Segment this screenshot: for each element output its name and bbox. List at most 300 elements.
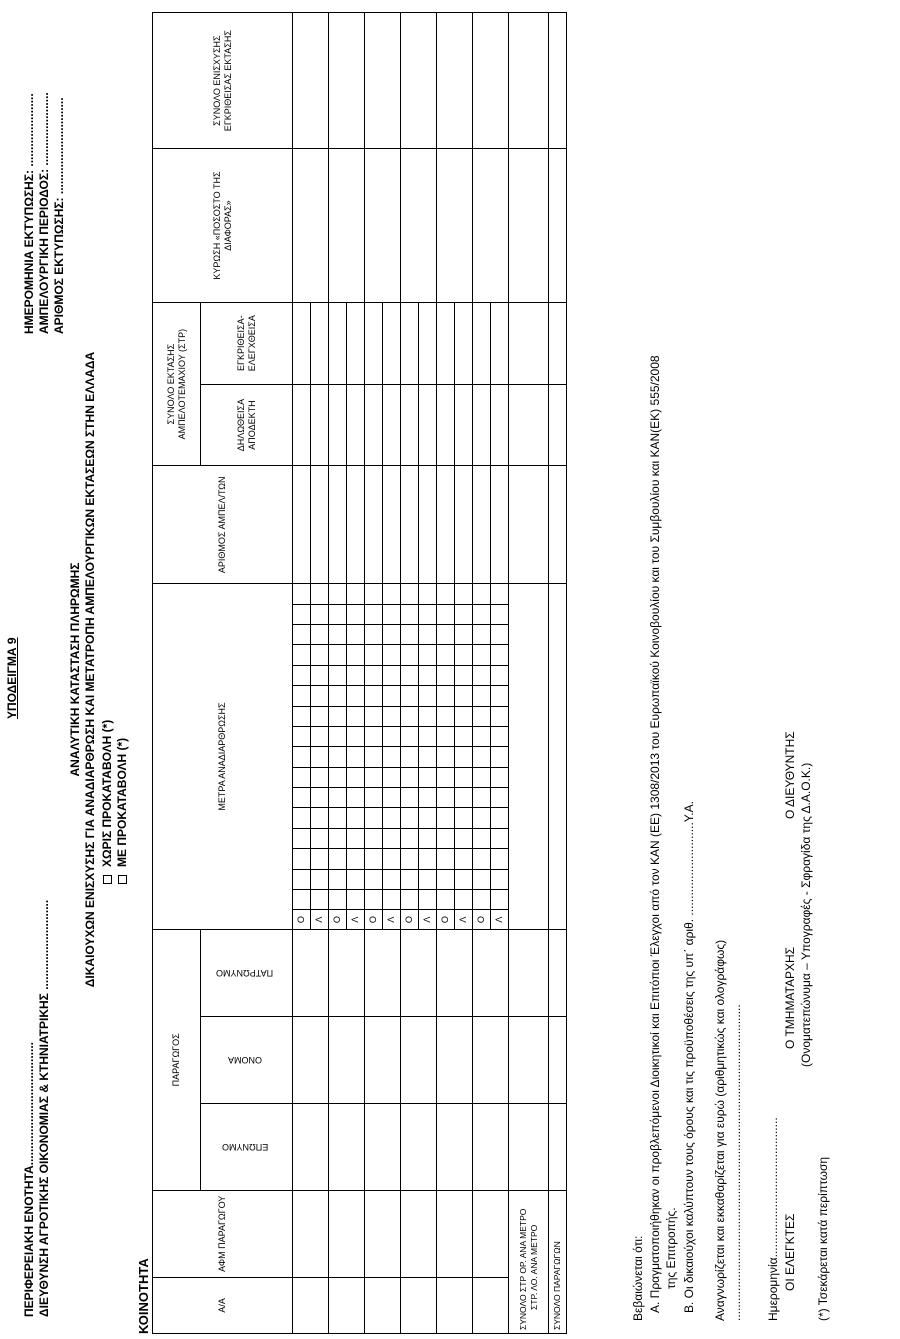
measure-cell[interactable]: [329, 890, 347, 910]
measure-cell[interactable]: [437, 604, 455, 624]
table-cell[interactable]: [329, 384, 347, 466]
measure-cell[interactable]: [293, 890, 311, 910]
measure-cell[interactable]: [347, 645, 365, 665]
measure-cell[interactable]: [455, 584, 473, 604]
measure-cell[interactable]: [401, 624, 419, 644]
measure-cell[interactable]: [329, 624, 347, 644]
measure-cell[interactable]: [383, 584, 401, 604]
measure-cell[interactable]: [329, 584, 347, 604]
table-cell[interactable]: [401, 302, 419, 384]
measure-cell[interactable]: [437, 706, 455, 726]
table-cell[interactable]: [455, 466, 473, 584]
table-cell[interactable]: [419, 466, 437, 584]
measure-cell[interactable]: [365, 706, 383, 726]
measure-cell[interactable]: [401, 604, 419, 624]
measure-cell[interactable]: [473, 828, 491, 848]
table-cell[interactable]: [401, 149, 437, 302]
option-without-advance[interactable]: [100, 720, 115, 884]
measure-cell[interactable]: [293, 706, 311, 726]
measure-cell[interactable]: [347, 808, 365, 828]
measure-cell[interactable]: [383, 828, 401, 848]
measure-cell[interactable]: [473, 645, 491, 665]
measure-cell[interactable]: [311, 584, 329, 604]
measure-cell[interactable]: [473, 584, 491, 604]
measure-cell[interactable]: [347, 767, 365, 787]
measure-cell[interactable]: [473, 767, 491, 787]
date-field: Ημερομηνία..........................................: [766, 1117, 780, 1321]
table-cell[interactable]: [365, 929, 401, 1016]
measure-cell[interactable]: [473, 726, 491, 746]
measure-cell[interactable]: [293, 849, 311, 869]
table-cell[interactable]: [365, 384, 383, 466]
measure-cell[interactable]: [419, 828, 437, 848]
measure-cell[interactable]: [329, 767, 347, 787]
measure-cell[interactable]: [491, 645, 509, 665]
measure-cell[interactable]: [383, 808, 401, 828]
measure-cell[interactable]: [437, 788, 455, 808]
table-cell[interactable]: [329, 1277, 365, 1333]
measure-cell[interactable]: [455, 604, 473, 624]
measure-cell[interactable]: [347, 828, 365, 848]
table-row: [401, 13, 419, 1334]
table-cell[interactable]: [455, 302, 473, 384]
measure-cell[interactable]: [293, 624, 311, 644]
measure-cell[interactable]: [491, 747, 509, 767]
measure-cell[interactable]: [473, 849, 491, 869]
table-cell[interactable]: [293, 1103, 329, 1190]
measure-cell[interactable]: [311, 849, 329, 869]
measure-cell[interactable]: [329, 665, 347, 685]
checkbox-with-advance[interactable]: [118, 875, 127, 884]
measure-cell[interactable]: [419, 686, 437, 706]
table-cell[interactable]: [491, 466, 509, 584]
measure-cell[interactable]: [473, 665, 491, 685]
table-cell[interactable]: [401, 466, 419, 584]
measure-cell[interactable]: [347, 726, 365, 746]
measure-cell[interactable]: [473, 808, 491, 828]
table-cell[interactable]: [401, 1016, 437, 1103]
measure-cell[interactable]: [347, 890, 365, 910]
measure-cell[interactable]: [347, 747, 365, 767]
measure-cell[interactable]: [491, 665, 509, 685]
measure-cell[interactable]: [473, 890, 491, 910]
table-cell[interactable]: [437, 1103, 473, 1190]
measure-cell[interactable]: [437, 747, 455, 767]
table-cell[interactable]: [491, 302, 509, 384]
measure-cell[interactable]: [311, 869, 329, 889]
measure-cell[interactable]: [293, 665, 311, 685]
measure-cell[interactable]: [455, 849, 473, 869]
measure-cell[interactable]: [419, 890, 437, 910]
row-marker: Ο: [401, 910, 419, 929]
measure-cell[interactable]: [455, 645, 473, 665]
row-marker: Ο: [365, 910, 383, 929]
table-cell[interactable]: [401, 384, 419, 466]
table-cell[interactable]: [473, 13, 509, 149]
table-cell[interactable]: [473, 1190, 509, 1277]
measure-cell[interactable]: [293, 828, 311, 848]
table-cell[interactable]: [473, 1103, 509, 1190]
measure-cell[interactable]: [437, 686, 455, 706]
measure-cell[interactable]: [329, 788, 347, 808]
header-penalty: ΚΥΡΩΣΗ «ΠΟΣΟΣΤΟ ΤΗΣ ΔΙΑΦΟΡΑΣ»: [153, 149, 293, 302]
measure-cell[interactable]: [491, 808, 509, 828]
measure-cell[interactable]: [365, 788, 383, 808]
measure-cell[interactable]: [329, 706, 347, 726]
table-cell[interactable]: [401, 13, 437, 149]
measure-cell[interactable]: [293, 584, 311, 604]
table-cell[interactable]: [491, 384, 509, 466]
measure-cell[interactable]: [347, 788, 365, 808]
table-cell[interactable]: [329, 929, 365, 1016]
measure-cell[interactable]: [365, 584, 383, 604]
table-cell[interactable]: [293, 1277, 329, 1333]
table-cell[interactable]: [293, 1016, 329, 1103]
measure-cell[interactable]: [365, 604, 383, 624]
measure-cell[interactable]: [455, 747, 473, 767]
measure-cell[interactable]: [491, 869, 509, 889]
measure-cell[interactable]: [401, 584, 419, 604]
table-cell[interactable]: [437, 1190, 473, 1277]
measure-cell[interactable]: [347, 584, 365, 604]
measure-cell[interactable]: [329, 604, 347, 624]
measure-cell[interactable]: [401, 767, 419, 787]
measure-cell[interactable]: [401, 788, 419, 808]
measure-cell[interactable]: [401, 726, 419, 746]
director-label: Ο ΔΙΕΥΘΥΝΤΗΣ: [783, 731, 797, 819]
measure-cell[interactable]: [455, 726, 473, 746]
measure-cell[interactable]: [419, 767, 437, 787]
measure-cell[interactable]: [383, 726, 401, 746]
measure-cell[interactable]: [383, 849, 401, 869]
head-of-dept-label: Ο ΤΜΗΜΑΤΑΡΧΗΣ: [783, 946, 797, 1049]
measure-cell[interactable]: [329, 726, 347, 746]
measure-cell[interactable]: [419, 665, 437, 685]
measure-cell[interactable]: [401, 808, 419, 828]
measure-cell[interactable]: [329, 747, 347, 767]
measure-cell[interactable]: [401, 665, 419, 685]
measure-cell[interactable]: [455, 624, 473, 644]
measure-cell[interactable]: [293, 747, 311, 767]
measure-cell[interactable]: [437, 808, 455, 828]
measure-cell[interactable]: [473, 624, 491, 644]
signatures-label: (Ονοματεπώνυμα – Υπογραφές - Σφραγίδα της Δ.Α.Ο.Κ.): [799, 762, 813, 1067]
measure-cell[interactable]: [311, 726, 329, 746]
certified-item-b: Β. Οι δικαιούχοι καλύπτουν τους όρους και τις προϋποθέσεις της υπ΄ αριθ. ............................Υ.Α.: [682, 801, 696, 1313]
table-cell[interactable]: [473, 929, 509, 1016]
header-approved: ΕΓΚΡΙΘΕΙΣΑ-ΕΛΕΓΧΘΕΙΣΑ: [201, 302, 293, 384]
table-cell[interactable]: [293, 929, 329, 1016]
measure-cell[interactable]: [419, 584, 437, 604]
measure-cell[interactable]: [455, 828, 473, 848]
measure-cell[interactable]: [311, 808, 329, 828]
measure-cell[interactable]: [347, 604, 365, 624]
measure-cell[interactable]: [491, 584, 509, 604]
measure-cell[interactable]: [491, 788, 509, 808]
measure-cell[interactable]: [365, 747, 383, 767]
measure-cell[interactable]: [383, 767, 401, 787]
certified-item-a: Α. Πραγματοποιήθηκαν οι προβλεπόμενοι Διοικητικοί και Επιτόπιοι Έλεγχοι από τον ΚΑΝ (ΕΕ) 1308/2013 του Ευρωπαϊκού Κοινοβουλίου και του Συμβουλίου και ΚΑΝ(ΕΚ) 555/2008: [648, 355, 662, 1313]
measure-cell[interactable]: [437, 890, 455, 910]
measure-cell[interactable]: [473, 788, 491, 808]
measure-cell[interactable]: [437, 665, 455, 685]
print-number: ΑΡΙΘΜΟΣ ΕΚΤΥΠΩΣΗΣ: .............................: [52, 97, 66, 334]
table-cell[interactable]: [473, 1277, 509, 1333]
table-cell[interactable]: [437, 1277, 473, 1333]
table-cell[interactable]: [437, 1016, 473, 1103]
measure-cell[interactable]: [455, 665, 473, 685]
measure-cell[interactable]: [311, 604, 329, 624]
table-cell[interactable]: [473, 302, 491, 384]
measure-cell[interactable]: [383, 645, 401, 665]
measure-cell[interactable]: [473, 604, 491, 624]
measure-cell[interactable]: [383, 706, 401, 726]
table-cell[interactable]: [293, 384, 311, 466]
measure-cell[interactable]: [491, 686, 509, 706]
measure-cell[interactable]: [347, 686, 365, 706]
table-cell[interactable]: [329, 13, 365, 149]
table-cell[interactable]: [473, 384, 491, 466]
measure-cell[interactable]: [401, 686, 419, 706]
measure-cell[interactable]: [419, 747, 437, 767]
row-marker: Ο: [293, 910, 311, 929]
measure-cell[interactable]: [347, 869, 365, 889]
measure-cell[interactable]: [347, 706, 365, 726]
table-cell[interactable]: [437, 929, 473, 1016]
measure-cell[interactable]: [365, 828, 383, 848]
measure-cell[interactable]: [329, 686, 347, 706]
header-total-area: ΣΥΝΟΛΟ ΕΚΤΑΣΗΣ ΑΜΠΕΛΟΤΕΜΑΧΙΟΥ (ΣΤΡ): [153, 302, 201, 466]
table-cell[interactable]: [329, 466, 347, 584]
measure-cell[interactable]: [437, 767, 455, 787]
measure-cell[interactable]: [311, 645, 329, 665]
table-cell[interactable]: [365, 466, 383, 584]
measure-cell[interactable]: [437, 849, 455, 869]
measure-cell[interactable]: [293, 645, 311, 665]
measure-cell[interactable]: [491, 890, 509, 910]
checkbox-without-advance[interactable]: [103, 875, 112, 884]
table-cell[interactable]: [401, 1103, 437, 1190]
measure-cell[interactable]: [473, 686, 491, 706]
measure-cell[interactable]: [437, 726, 455, 746]
table-cell[interactable]: [347, 466, 365, 584]
measure-cell[interactable]: [347, 624, 365, 644]
measure-cell[interactable]: [437, 645, 455, 665]
measure-cell[interactable]: [419, 604, 437, 624]
measure-cell[interactable]: [437, 624, 455, 644]
measure-cell[interactable]: [365, 645, 383, 665]
measure-cell[interactable]: [455, 767, 473, 787]
wine-period: ΑΜΠΕΛΟΥΡΓΙΚΗ ΠΕΡΙΟΔΟΣ: ......................: [37, 92, 51, 334]
measure-cell[interactable]: [491, 604, 509, 624]
row-marker: Ο: [437, 910, 455, 929]
measure-cell[interactable]: [293, 869, 311, 889]
table-cell[interactable]: [437, 384, 455, 466]
table-cell[interactable]: [311, 466, 329, 584]
measure-cell[interactable]: [401, 706, 419, 726]
measure-cell[interactable]: [383, 788, 401, 808]
measure-cell[interactable]: [365, 808, 383, 828]
measure-cell[interactable]: [311, 890, 329, 910]
measure-cell[interactable]: [437, 869, 455, 889]
table-cell[interactable]: [401, 1190, 437, 1277]
measure-cell[interactable]: [419, 706, 437, 726]
measure-cell[interactable]: [347, 665, 365, 685]
measure-cell[interactable]: [293, 788, 311, 808]
measure-cell[interactable]: [419, 808, 437, 828]
sample-title: ΥΠΟΔΕΙΓΜΑ 9: [5, 637, 19, 719]
measure-cell[interactable]: [401, 890, 419, 910]
table-cell[interactable]: [293, 466, 311, 584]
measure-cell[interactable]: [383, 624, 401, 644]
row-marker: Λ: [455, 910, 473, 929]
measure-cell[interactable]: [311, 686, 329, 706]
measure-cell[interactable]: [329, 645, 347, 665]
measure-cell[interactable]: [293, 767, 311, 787]
measure-cell[interactable]: [491, 624, 509, 644]
measure-cell[interactable]: [311, 767, 329, 787]
measure-cell[interactable]: [311, 624, 329, 644]
measure-cell[interactable]: [473, 869, 491, 889]
measure-cell[interactable]: [293, 808, 311, 828]
table-cell[interactable]: [329, 302, 347, 384]
row-marker: Λ: [311, 910, 329, 929]
table-cell[interactable]: [365, 13, 401, 149]
measure-cell[interactable]: [419, 624, 437, 644]
title-line2: ΔΙΚΑΙΟΥΧΩΝ ΕΝΙΣΧΥΣΗΣ ΓΙΑ ΑΝΑΔΙΑΡΘΡΩΣΗ ΚΑΙ ΜΕΤΑΤΡΟΠΗ ΑΜΠΕΛΟΥΡΓΙΚΩΝ ΕΚΤΑΣΕΩΝ ΣΤΗΝ ΕΛΛΑΔΑ: [83, 351, 97, 988]
table-cell[interactable]: [437, 302, 455, 384]
measure-cell[interactable]: [365, 890, 383, 910]
table-cell[interactable]: [293, 302, 311, 384]
table-cell[interactable]: [329, 1103, 365, 1190]
table-cell[interactable]: [311, 302, 329, 384]
table-cell[interactable]: [437, 466, 455, 584]
measure-cell[interactable]: [329, 849, 347, 869]
measure-cell[interactable]: [365, 849, 383, 869]
table-cell[interactable]: [329, 1016, 365, 1103]
table-cell[interactable]: [347, 302, 365, 384]
table-cell[interactable]: [473, 466, 491, 584]
measure-cell[interactable]: [491, 828, 509, 848]
table-cell[interactable]: [437, 149, 473, 302]
measure-cell[interactable]: [311, 747, 329, 767]
measure-cell[interactable]: [365, 686, 383, 706]
table-cell[interactable]: [311, 384, 329, 466]
measure-cell[interactable]: [365, 869, 383, 889]
measure-cell[interactable]: [329, 808, 347, 828]
table-cell[interactable]: [401, 1277, 437, 1333]
measure-cell[interactable]: [419, 645, 437, 665]
measure-cell[interactable]: [401, 849, 419, 869]
measure-cell[interactable]: [383, 686, 401, 706]
table-cell[interactable]: [419, 384, 437, 466]
measure-cell[interactable]: [491, 726, 509, 746]
table-cell[interactable]: [365, 1103, 401, 1190]
table-cell[interactable]: [365, 149, 401, 302]
table-cell[interactable]: [383, 302, 401, 384]
table-cell[interactable]: [329, 149, 365, 302]
header-parcels: ΑΡΙΘΜΟΣ ΑΜΠΕΛ/ΤΩΝ: [153, 466, 293, 584]
measure-cell[interactable]: [455, 706, 473, 726]
measure-cell[interactable]: [311, 665, 329, 685]
table-cell[interactable]: [293, 1190, 329, 1277]
table-cell[interactable]: [473, 1016, 509, 1103]
header-declared: ΔΗΛΩΘΕΙΣΑ ΑΠΟΔΕΚΤΗ: [201, 384, 293, 466]
print-date: ΗΜΕΡΟΜΗΝΙΑ ΕΚΤΥΠΩΣΗΣ: ......................: [22, 93, 36, 334]
table-cell[interactable]: [401, 929, 437, 1016]
measure-cell[interactable]: [293, 686, 311, 706]
measure-cell[interactable]: [365, 767, 383, 787]
measure-cell[interactable]: [347, 849, 365, 869]
measure-cell[interactable]: [491, 767, 509, 787]
measure-cell[interactable]: [383, 890, 401, 910]
table-cell[interactable]: [365, 1190, 401, 1277]
measure-cell[interactable]: [329, 828, 347, 848]
measure-cell[interactable]: [365, 624, 383, 644]
measure-cell[interactable]: [383, 604, 401, 624]
measure-cell[interactable]: [491, 706, 509, 726]
certified-label: Βεβαιώνεται ότι:: [631, 1235, 645, 1321]
measure-cell[interactable]: [455, 869, 473, 889]
table-cell[interactable]: [455, 384, 473, 466]
measure-cell[interactable]: [329, 869, 347, 889]
measure-cell[interactable]: [437, 828, 455, 848]
measure-cell[interactable]: [311, 706, 329, 726]
table-cell[interactable]: [293, 13, 329, 149]
table-cell[interactable]: [419, 302, 437, 384]
measure-cell[interactable]: [419, 849, 437, 869]
measure-cell[interactable]: [311, 788, 329, 808]
measure-cell[interactable]: [401, 747, 419, 767]
measure-cell[interactable]: [473, 706, 491, 726]
measure-cell[interactable]: [293, 726, 311, 746]
measure-cell[interactable]: [383, 747, 401, 767]
measure-cell[interactable]: [419, 869, 437, 889]
measure-cell[interactable]: [419, 788, 437, 808]
table-cell[interactable]: [383, 466, 401, 584]
measure-cell[interactable]: [455, 808, 473, 828]
measure-cell[interactable]: [473, 747, 491, 767]
measure-cell[interactable]: [365, 665, 383, 685]
measure-cell[interactable]: [455, 890, 473, 910]
measure-cell[interactable]: [293, 604, 311, 624]
measure-cell[interactable]: [383, 665, 401, 685]
measure-cell[interactable]: [401, 828, 419, 848]
measure-cell[interactable]: [437, 584, 455, 604]
measure-cell[interactable]: [419, 726, 437, 746]
measure-cell[interactable]: [455, 686, 473, 706]
option-with-advance[interactable]: [115, 738, 130, 884]
table-cell[interactable]: [365, 1016, 401, 1103]
title-line1: ΑΝΑΛΥΤΙΚΗ ΚΑΤΑΣΤΑΣΗ ΠΛΗΡΩΜΗΣ: [68, 562, 82, 777]
measure-cell[interactable]: [401, 869, 419, 889]
table-cell[interactable]: [293, 149, 329, 302]
measure-cell[interactable]: [311, 828, 329, 848]
table-cell[interactable]: [365, 1277, 401, 1333]
measure-cell[interactable]: [491, 849, 509, 869]
table-cell[interactable]: [437, 13, 473, 149]
measure-cell[interactable]: [365, 726, 383, 746]
table-cell[interactable]: [383, 384, 401, 466]
table-cell[interactable]: [329, 1190, 365, 1277]
measure-cell[interactable]: [455, 788, 473, 808]
table-cell[interactable]: [347, 384, 365, 466]
table-cell[interactable]: [365, 302, 383, 384]
measure-cell[interactable]: [401, 645, 419, 665]
measure-cell[interactable]: [383, 869, 401, 889]
table-cell[interactable]: [473, 149, 509, 302]
header-aa: Α/Α: [153, 1277, 293, 1333]
